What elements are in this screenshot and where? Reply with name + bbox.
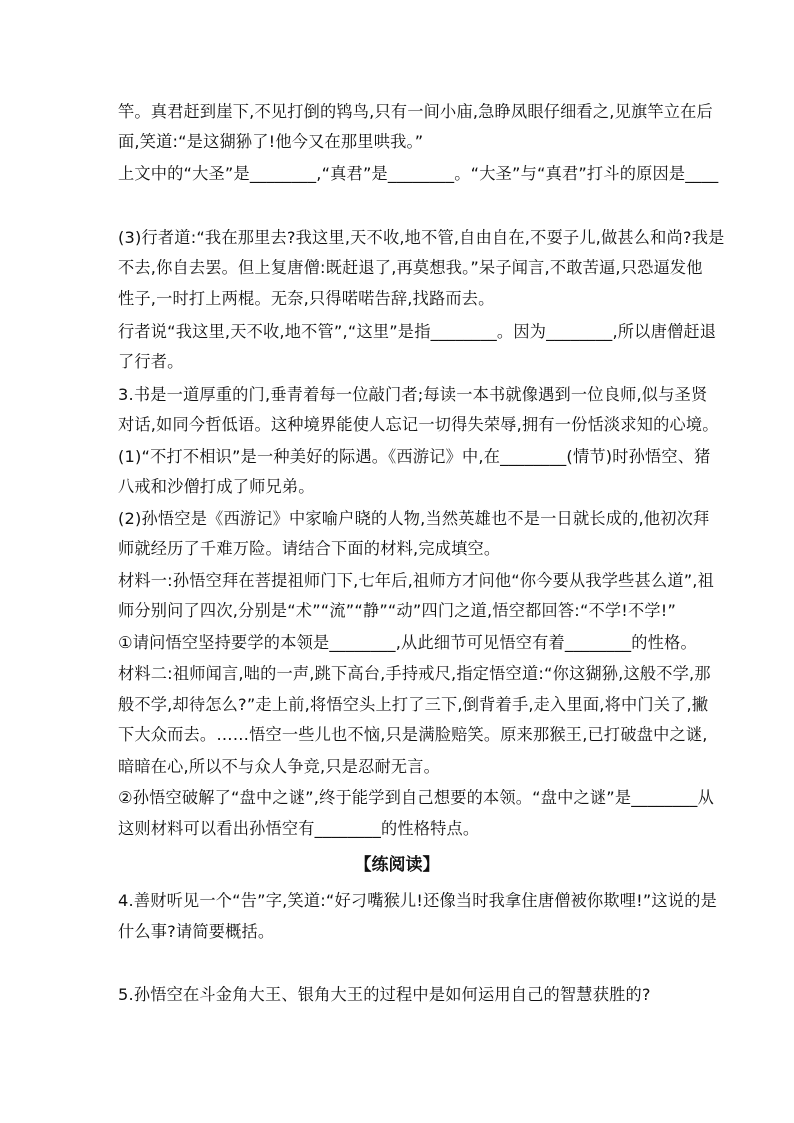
text-line: 性子,一时打上两棍。无奈,只得喏喏告辞,找路而去。 (118, 289, 495, 308)
question-line: 什么事?请简要概括。 (118, 922, 275, 941)
question-line: ①请问悟空坚持要学的本领是________,从此细节可见悟空有着________的性格。 (118, 633, 697, 652)
material-line: 下大众而去。……悟空一些儿也不恼,只是满脸赔笑。原来那猴王,已打破盘中之谜, (118, 725, 708, 744)
text-line: (3)行者道:“我在那里去?我这里,天不收,地不管,自由自在,不耍子儿,做甚么和尚?我是 (118, 228, 725, 247)
question-line: 这则材料可以看出孙悟空有________的性格特点。 (118, 819, 480, 838)
material-line: 材料二:祖师闻言,咄的一声,跳下高台,手持戒尺,指定悟空道:“你这猢狲,这般不学,那 (118, 664, 711, 683)
material-line: 暗暗在心,所以不与众人争竞,只是忍耐无言。 (118, 757, 441, 776)
question-line: 上文中的“大圣”是________,“真君”是________。“大圣”与“真君”打斗的原因是____ (118, 164, 719, 183)
material-line: 般不学,却待怎么?”走上前,将悟空头上打了三下,倒背着手,走入里面,将中门关了,撇 (118, 695, 709, 714)
question-line: 行者说“我这里,天不收,地不管”,“这里”是指________。因为________,所以唐僧赶退 (118, 322, 717, 341)
question-line: 了行者。 (118, 352, 184, 371)
text-line: 师就经历了千难万险。请结合下面的材料,完成填空。 (118, 539, 501, 558)
question-line: (2)孙悟空是《西游记》中家喻户晓的人物,当然英雄也不是一日就长成的,他初次拜 (118, 509, 710, 528)
question-line: 4.善财听见一个“告”字,笑道:“好刁嘴猴儿!还像当时我拿住唐僧被你欺哩!”这说的是 (118, 891, 717, 910)
text-line: 竿。真君赶到崖下,不见打倒的鸨鸟,只有一间小庙,急睁凤眼仔细看之,见旗竿立在后 (118, 102, 713, 121)
question-line: 3.书是一道厚重的门,垂青着每一位敲门者;每读一本书就像遇到一位良师,似与圣贤 (118, 385, 708, 404)
text-line: 对话,如同今哲低语。这种境界能使人忘记一切得失荣辱,拥有一份恬淡求知的心境。 (118, 415, 719, 434)
text-line: 不去,你自去罢。但上复唐僧:既赶退了,再莫想我。”呆子闻言,不敢苦逼,只恐逼发他 (118, 258, 703, 277)
question-line: 5.孙悟空在斗金角大王、银角大王的过程中是如何运用自己的智慧获胜的? (118, 985, 651, 1004)
material-line: 材料一:孙悟空拜在菩提祖师门下,七年后,祖师方才问他“你今要从我学些甚么道”,祖 (118, 571, 715, 590)
question-line: (1)“不打不相识”是一种美好的际遇。《西游记》中,在________(情节)时孙悟空、猪 (118, 447, 711, 466)
section-title: 【练阅读】 (354, 855, 440, 875)
text-line: 八戒和沙僧打成了师兄弟。 (118, 477, 315, 496)
question-line: ②孙悟空破解了“盘中之谜”,终于能学到自己想要的本领。“盘中之谜”是________从 (118, 788, 714, 807)
material-line: 师分别问了四次,分别是“术”“流”“静”“动”四门之道,悟空都回答:“不学!不学!” (118, 601, 677, 620)
text-line: 面,笑道:“是这猢狲了!他今又在那里哄我。” (118, 132, 424, 151)
